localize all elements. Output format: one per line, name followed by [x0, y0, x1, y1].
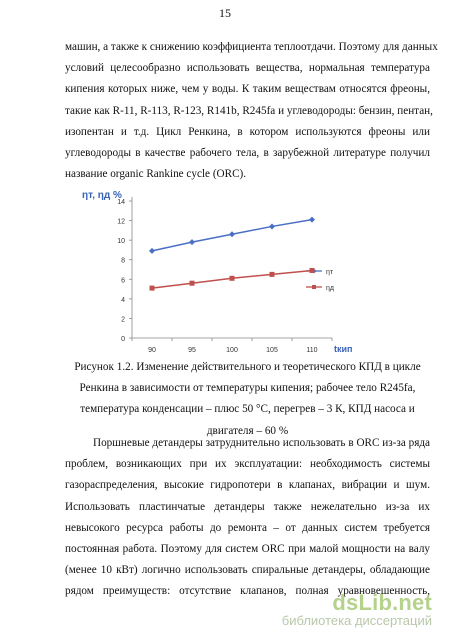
y-axis-label: ηт, ηд % [82, 190, 122, 201]
text-line: Поршневые детандеры затруднительно использовать в ORC из-за ряда [93, 437, 430, 449]
data-point [310, 268, 315, 273]
data-point [270, 272, 275, 277]
watermark [282, 592, 432, 628]
text-line: кипения которых ниже, чем у воды. К таким веществам относятся фреоны, [65, 83, 430, 96]
y-tick-label: 0 [121, 336, 125, 343]
data-point [190, 281, 195, 286]
text-line: проблем, возникающих при их эксплуатации: необходимость системы [65, 458, 430, 471]
watermark-logo: dsLib.net [332, 590, 432, 615]
data-point [189, 239, 195, 245]
y-tick-label: 6 [121, 277, 125, 285]
x-axis-label: tкип [334, 344, 353, 354]
y-tick-label: 14 [117, 199, 125, 206]
figure-caption [65, 357, 430, 442]
data-point [309, 217, 315, 223]
caption-line: двигателя – 60 % [206, 424, 289, 437]
data-point [149, 248, 155, 254]
text-line: постоянная работа. Поэтому для систем ORC при малой мощности на валу [65, 542, 430, 555]
text-line: рядом преимуществ: отсутствие клапанов, полная уравновешенность, [65, 585, 430, 598]
text-line: условий целесообразно использовать вещества, нормальная температура [65, 62, 430, 75]
text-line: машин, а также к снижению коэффициента теплоотдачи. Поэтому для данных [65, 41, 438, 53]
paragraph-1 [65, 37, 438, 185]
text-line: углеводороды в качестве рабочего тела, в зарубежной литературе получил [65, 146, 430, 159]
legend-marker [312, 285, 316, 289]
x-tick-label: 110 [306, 347, 318, 354]
y-tick-label: 12 [117, 218, 125, 226]
caption-line: температура конденсации – плюс 50 °С, перегрев – 3 К, КПД насоса и [80, 403, 415, 416]
paragraph-2 [65, 433, 430, 603]
y-tick-label: 10 [117, 238, 125, 246]
text-line: Использовать пластинчатые детандеры также нежелательно из-за их [65, 500, 430, 513]
text-line: название organic Rankine cycle (ORC). [65, 168, 247, 181]
caption-line: Ренкина в зависимости от температуры кипения; рабочее тело R245fa, [79, 382, 416, 395]
y-tick-label: 4 [121, 296, 125, 304]
text-line: невысокого ресурса работы до ремонта – от данных систем требуется [65, 521, 430, 534]
text-line: газораспределения, высокие гидропотери в клапанах, вибрации и шум. [65, 479, 430, 492]
data-point [269, 223, 275, 229]
data-point [230, 276, 235, 281]
y-tick-label: 2 [121, 316, 125, 324]
y-tick-label: 8 [121, 257, 125, 265]
x-tick-label: 100 [226, 347, 238, 354]
efficiency-chart [80, 187, 370, 357]
text-line: такие как R-11, R-113, R-123, R141b, R245fa и углеводороды: бензин, пентан, [65, 104, 433, 117]
text-line: (менее 10 кВт) логично использовать спиральные детандеры, обладающие [65, 564, 430, 577]
x-tick-label: 105 [266, 347, 278, 354]
legend-label: ηт [326, 269, 334, 276]
x-tick-label: 95 [188, 347, 196, 354]
data-point [150, 286, 155, 291]
text-line: изопентан и т.д. Цикл Ренкина, в котором используются фреоны или [65, 125, 430, 138]
watermark-subtitle: библиотека диссертаций [281, 613, 432, 628]
legend-label: ηд [326, 285, 334, 292]
x-tick-label: 90 [148, 347, 156, 354]
data-point [229, 231, 235, 237]
page-number: 15 [219, 6, 231, 20]
caption-line: Рисунок 1.2. Изменение действительного и теоретического КПД в цикле [74, 361, 421, 373]
